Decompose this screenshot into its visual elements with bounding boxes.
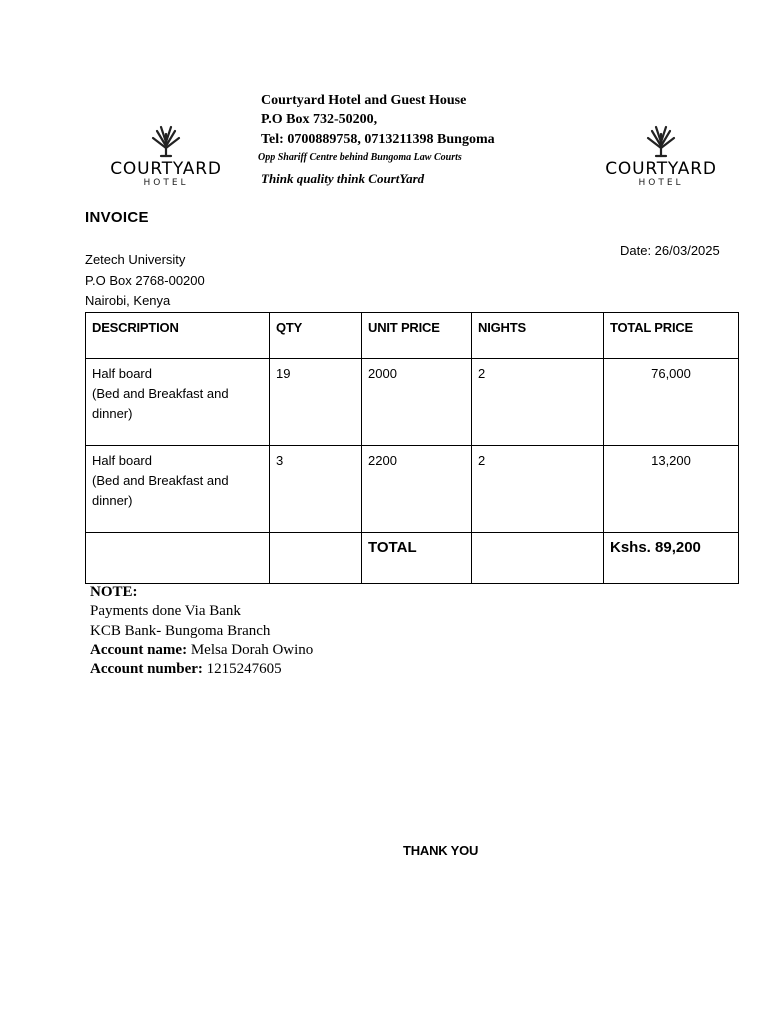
qty-cell: 3	[270, 446, 362, 533]
description-cell	[86, 446, 270, 533]
grand-total-value: Kshs. 89,200	[604, 533, 739, 584]
column-header-nights: NIGHTS	[472, 313, 604, 359]
invoice-date: Date: 26/03/2025	[620, 243, 720, 258]
column-header-description: DESCRIPTION	[86, 313, 270, 359]
client-name: Zetech University	[85, 252, 186, 267]
table-row	[86, 359, 739, 446]
total-row	[86, 533, 739, 584]
description-cell	[86, 359, 270, 446]
invoice-title: INVOICE	[85, 209, 149, 226]
hotel-pobox: P.O Box 732-50200,	[261, 112, 378, 127]
courtyard-logo-left	[101, 124, 231, 196]
note-title: NOTE:	[90, 584, 138, 600]
column-header-qty: QTY	[270, 313, 362, 359]
client-city: Nairobi, Kenya	[85, 293, 171, 308]
description-text: Half board	[92, 453, 152, 468]
description-text: Half board	[92, 366, 152, 381]
account-name-value: Melsa Dorah Owino	[187, 642, 314, 658]
total-price-cell: 76,000	[604, 359, 739, 446]
account-number-label: Account number:	[90, 661, 203, 677]
hotel-name: Courtyard Hotel and Guest House	[261, 93, 467, 108]
description-detail: (Bed and Breakfast and dinner)	[92, 473, 229, 508]
unit-price-cell: 2000	[362, 359, 472, 446]
logo-sub-text: HOTEL	[638, 178, 684, 188]
hotel-telephone: Tel: 0700889758, 0713211398 Bungoma	[261, 132, 495, 147]
unit-price-cell: 2200	[362, 446, 472, 533]
table-row	[86, 446, 739, 533]
column-header-unit-price: UNIT PRICE	[362, 313, 472, 359]
account-number-value: 1215247605	[202, 661, 282, 677]
table-header-row	[86, 313, 739, 359]
logo-sub-text: HOTEL	[143, 178, 189, 188]
tree-icon	[644, 124, 678, 158]
invoice-table	[85, 312, 739, 584]
hotel-location: Opp Shariff Centre behind Bungoma Law Courts	[258, 152, 462, 163]
account-name-label: Account name:	[90, 642, 188, 658]
courtyard-logo-right	[596, 124, 726, 196]
nights-cell: 2	[472, 446, 604, 533]
column-header-total-price: TOTAL PRICE	[604, 313, 739, 359]
logo-brand-text: COURTYARD	[110, 159, 222, 179]
note-payment-method: Payments done Via Bank	[90, 603, 241, 619]
total-label: TOTAL	[362, 533, 472, 584]
hotel-slogan: Think quality think CourtYard	[261, 171, 425, 186]
note-account-number	[90, 661, 282, 678]
note-account-name	[90, 642, 313, 659]
thank-you-text: THANK YOU	[403, 843, 479, 858]
empty-cell	[86, 533, 270, 584]
qty-cell: 19	[270, 359, 362, 446]
logo-brand-text: COURTYARD	[605, 159, 717, 179]
tree-icon	[149, 124, 183, 158]
empty-cell	[472, 533, 604, 584]
empty-cell	[270, 533, 362, 584]
description-detail: (Bed and Breakfast and dinner)	[92, 386, 229, 421]
nights-cell: 2	[472, 359, 604, 446]
total-price-cell: 13,200	[604, 446, 739, 533]
note-bank: KCB Bank- Bungoma Branch	[90, 623, 271, 639]
client-pobox: P.O Box 2768-00200	[85, 273, 205, 288]
